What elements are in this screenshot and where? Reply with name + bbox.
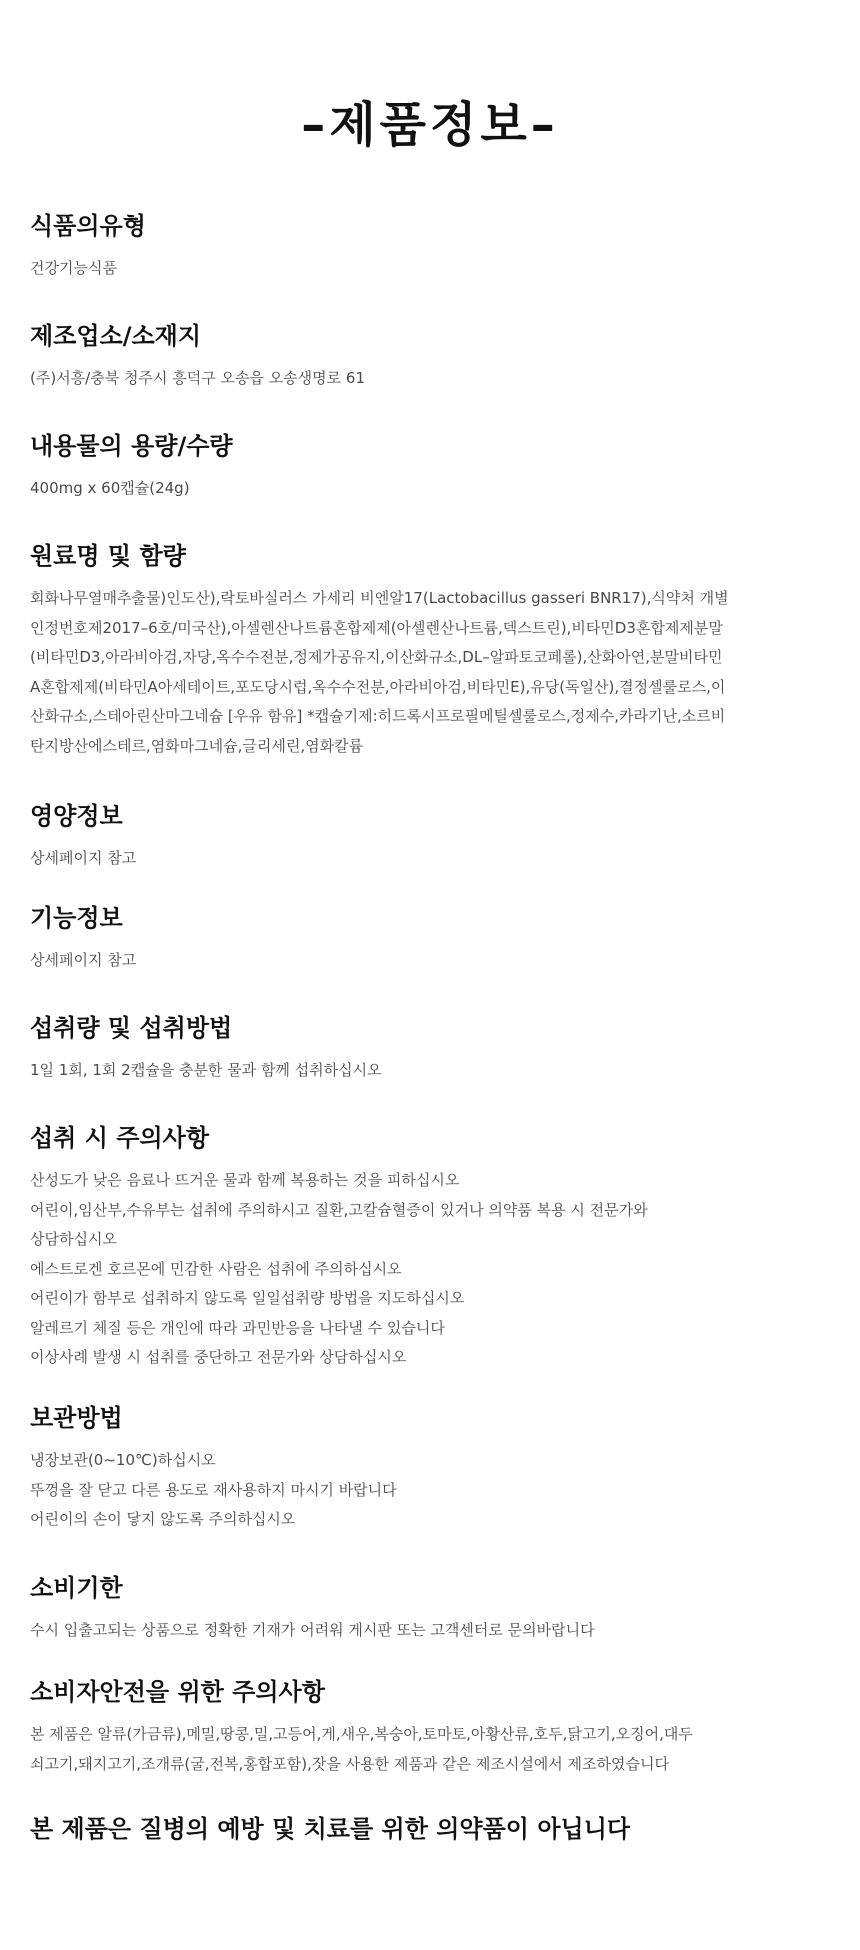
section-heading: 영양정보 <box>30 802 123 830</box>
section-line: 뚜껑을 잘 닫고 다른 용도로 재사용하지 마시기 바랍니다 <box>30 1480 397 1499</box>
section-line: 수시 입출고되는 상품으로 정확한 기재가 어려워 게시판 또는 고객센터로 문의바랍니다 <box>30 1621 595 1639</box>
info-section <box>30 1676 830 1779</box>
section-body <box>30 1056 830 1086</box>
section-line: 알레르기 체질 등은 개인에 따라 과민반응을 나타낼 수 있습니다 <box>30 1318 445 1337</box>
section-heading: 보관방법 <box>30 1404 123 1432</box>
section-body <box>30 844 830 874</box>
info-section <box>30 1402 830 1535</box>
info-section <box>30 430 830 504</box>
section-body <box>30 254 830 284</box>
section-line: 본 제품은 알류(가금류),메밀,땅콩,밀,고등어,게,새우,복숭아,토마토,아황산류,호두,닭고기,오징어,대두 <box>30 1725 693 1743</box>
info-section <box>30 540 830 761</box>
section-line: 어린이가 함부로 섭취하지 않도록 일일섭취량 방법을 지도하십시오 <box>30 1289 465 1307</box>
section-line: 회화나무열매추출물)인도산),락토바실러스 가세리 비엔알17(Lactobacillus gasseri BNR17),식약처 개별 <box>30 589 729 607</box>
section-line: 어린이의 손이 닿지 않도록 주의하십시오 <box>30 1510 296 1528</box>
info-section <box>30 1122 830 1373</box>
page-title: –제품정보– <box>301 97 559 153</box>
section-line: 산성도가 낮은 음료나 뜨거운 물과 함께 복용하는 것을 피하십시오 <box>30 1171 460 1189</box>
info-section <box>30 320 830 394</box>
section-line: 냉장보관(0~10℃)하십시오 <box>30 1451 216 1469</box>
section-line: (주)서흥/충북 청주시 흥덕구 오송읍 오송생명로 61 <box>30 369 365 387</box>
section-line: 400mg x 60캡슐(24g) <box>30 479 190 497</box>
section-line: 상세페이지 참고 <box>30 849 137 867</box>
info-section <box>30 1572 830 1646</box>
section-line: 이상사례 발생 시 섭취를 중단하고 전문가와 상담하십시오 <box>30 1348 407 1366</box>
info-section <box>30 210 830 284</box>
info-section <box>30 902 830 976</box>
section-line: (비타민D3,아라비아검,자당,옥수수전분,정제가공유지,이산화규소,DL–알파토코페롤),산화아연,분말비타민 <box>30 648 723 666</box>
section-heading: 제조업소/소재지 <box>30 322 202 350</box>
info-section <box>30 800 830 874</box>
section-line: 상세페이지 참고 <box>30 951 137 969</box>
section-heading: 소비기한 <box>30 1574 123 1602</box>
section-line: 탄지방산에스테르,염화마그네슘,글리세린,염화칼륨 <box>30 736 364 755</box>
section-line: 쇠고기,돼지고기,조개류(굴,전복,홍합포함),잣을 사용한 제품과 같은 제조시설에서 제조하였습니다 <box>30 1754 669 1773</box>
section-heading: 식품의유형 <box>30 212 146 240</box>
section-body <box>30 474 830 504</box>
section-heading: 소비자안전을 위한 주의사항 <box>30 1678 325 1706</box>
section-heading: 기능정보 <box>30 904 123 932</box>
section-line: 상담하십시오 <box>30 1230 117 1248</box>
section-heading: 내용물의 용량/수량 <box>30 432 233 460</box>
section-line: 1일 1회, 1회 2캡슐을 충분한 물과 함께 섭취하십시오 <box>30 1061 382 1079</box>
section-heading: 원료명 및 함량 <box>30 542 186 570</box>
section-line: 어린이,임산부,수유부는 섭취에 주의하시고 질환,고칼슘혈증이 있거나 의약품 복용 시 전문가와 <box>30 1200 648 1219</box>
section-body <box>30 946 830 976</box>
section-heading: 섭취량 및 섭취방법 <box>30 1014 233 1042</box>
section-line: 건강기능식품 <box>30 259 117 277</box>
section-line: A혼합제제(비타민A아세테이트,포도당시럽,옥수수전분,아라비아검,비타민E),유당(독일산),결정셀룰로스,이 <box>30 677 726 696</box>
section-body <box>30 1616 830 1646</box>
section-body <box>30 1720 830 1779</box>
disclaimer-notice: 본 제품은 질병의 예방 및 치료를 위한 의약품이 아닙니다 <box>30 1815 631 1843</box>
section-heading: 섭취 시 주의사항 <box>30 1124 209 1152</box>
section-body <box>30 364 830 394</box>
section-body <box>30 1166 830 1373</box>
info-section <box>30 1012 830 1086</box>
section-body <box>30 1446 830 1535</box>
section-line: 인정번호제2017–6호/미국산),아셀렌산나트륨혼합제제(아셀렌산나트륨,덱스트린),비타민D3혼합제제분말 <box>30 618 723 637</box>
section-line: 산화규소,스테아린산마그네슘 [우유 함유] *캡슐기제:히드록시프로필메틸셀룰로스,정제수,카라기난,소르비 <box>30 707 726 725</box>
section-line: 에스트로겐 호르몬에 민감한 사람은 섭취에 주의하십시오 <box>30 1259 402 1278</box>
section-body <box>30 584 830 761</box>
